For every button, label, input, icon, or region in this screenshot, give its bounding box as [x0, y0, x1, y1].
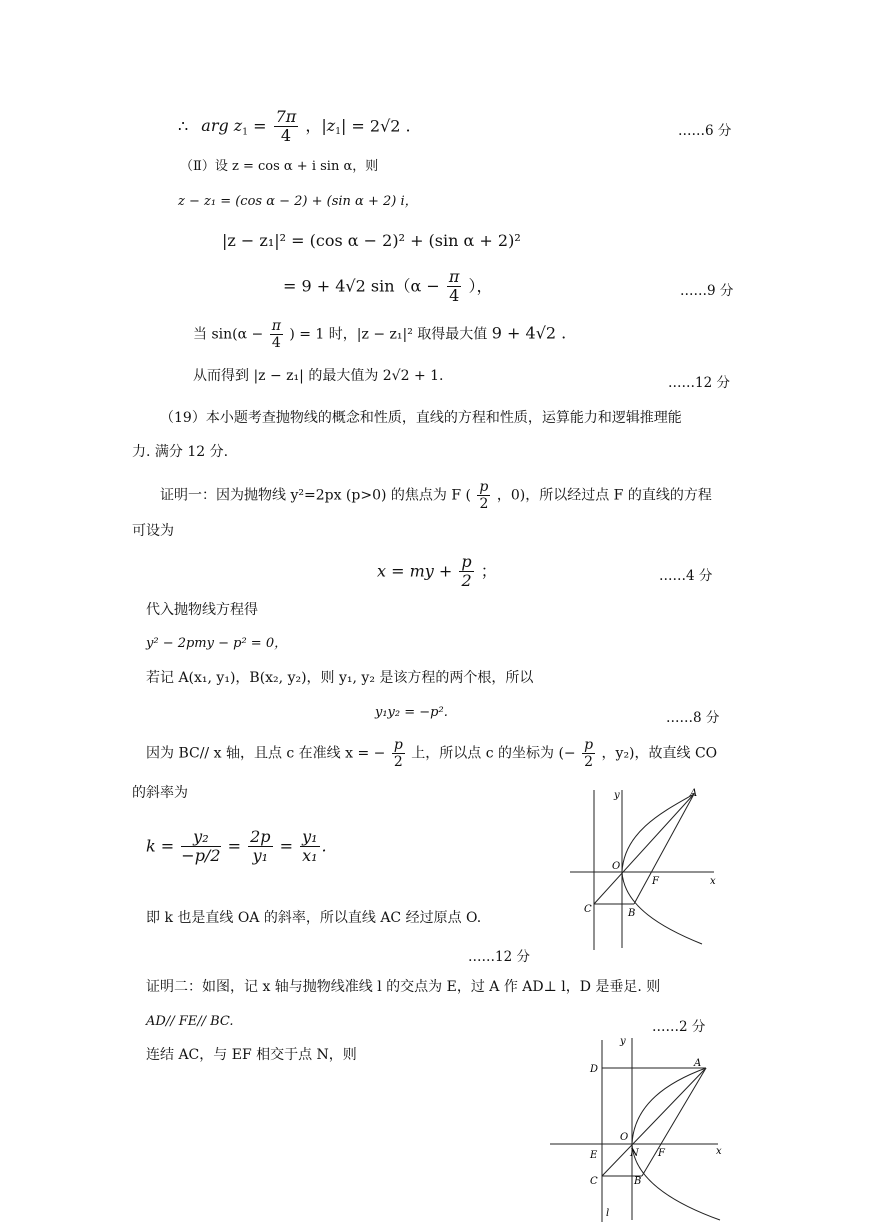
score-6: ……6 分: [678, 123, 732, 139]
parallel-line: AD// FE// BC.: [146, 1014, 234, 1029]
set-z-line: （Ⅱ）设 z = cos α + i sin α，则: [180, 159, 379, 174]
label-x-2: x: [716, 1146, 722, 1157]
arg-line: ∴ arg $z_1$ = $\frac{7\pi}{4}$ ，$|z_1| = 2√2$ .: [178, 107, 411, 146]
label-x: x: [710, 876, 716, 887]
label-y: y: [614, 790, 620, 801]
score-12-q19: ……12 分: [468, 949, 530, 965]
proof1-continuation: 可设为: [132, 523, 174, 539]
arg-lhs: arg z: [201, 116, 243, 136]
label-b-2: B: [634, 1176, 642, 1187]
line-ab-2: [642, 1068, 706, 1176]
label-f: F: [652, 876, 659, 887]
label-d: D: [590, 1064, 599, 1075]
conclusion-line: 即 k 也是直线 OA 的斜率，所以直线 AC 经过原点 O.: [146, 910, 482, 926]
proof1-line: 证明一：因为抛物线 y²=2px (p>0) 的焦点为 F ( $\frac{p}{2}$ ，0)，所以经过点 F 的直线的方程: [160, 479, 712, 513]
score-12-part2: ……12 分: [668, 375, 730, 391]
expansion-line: = 9 + 4√2 sin（α − $\frac{\pi}{4}$ ），: [283, 267, 493, 306]
slope-equation: k = $\frac{\text{y₂}}{-p/2}$ = $\frac{2p}{\text{y₁}}$ = $\frac{\text{y₁}}{\text{x₁}}$ .: [146, 827, 327, 866]
label-f-2: F: [658, 1148, 665, 1159]
label-c: C: [584, 904, 592, 915]
slope-label: 的斜率为: [132, 785, 188, 801]
line-ac-2: [602, 1068, 706, 1176]
line-equation: x = my + $\frac{p}{2}$ ；: [377, 552, 497, 591]
label-n: N: [630, 1148, 639, 1159]
substitute-line: 代入抛物线方程得: [146, 602, 258, 618]
quadratic-line: y² − 2pmy − p² = 0，: [146, 636, 288, 651]
label-a: A: [690, 788, 698, 799]
label-a-2: A: [694, 1058, 702, 1069]
label-l: l: [606, 1208, 610, 1219]
parabola-figure-2: [548, 1034, 728, 1222]
therefore-symbol: ∴: [178, 116, 189, 136]
label-e: E: [590, 1150, 598, 1161]
modulus-square-line: |z − z₁|² = (cos α − 2)² + (sin α + 2)²: [222, 231, 521, 250]
proof2-line: 证明二：如图，记 x 轴与抛物线准线 l 的交点为 E，过 A 作 AD⊥ l，D 是垂足. 则: [146, 979, 661, 995]
label-o-2: O: [620, 1132, 629, 1143]
score-2: ……2 分: [652, 1019, 706, 1035]
parabola-figure-1: [562, 784, 722, 950]
label-b: B: [628, 908, 636, 919]
bc-line: 因为 BC// x 轴，且点 c 在准线 x = − $\frac{p}{2}$ 上，所以点 c 的坐标为 (− $\frac{p}{2}$ ，y₂)，故直线 CO: [146, 737, 718, 771]
line-ab: [634, 794, 694, 904]
max-value-line: 从而得到 |z − z₁| 的最大值为 2√2 + 1.: [193, 368, 444, 384]
arg-fraction: $\frac{7\pi}{4}$: [275, 107, 297, 146]
q19-intro-line2: 力. 满分 12 分.: [132, 444, 229, 460]
maximum-condition-line: 当 sin(α − $\frac{\pi}{4}$ ) = 1 时，|z − z₁|² 取得最大值 9 + 4√2 .: [193, 318, 567, 352]
roots-line: 若记 A(x₁, y₁)，B(x₂, y₂)，则 y₁, y₂ 是该方程的两个根，所以: [146, 670, 534, 686]
score-9: ……9 分: [680, 283, 734, 299]
label-y-2: y: [620, 1036, 626, 1047]
score-4: ……4 分: [659, 568, 713, 584]
difference-line: z − z₁ = (cos α − 2) + (sin α + 2) i，: [178, 194, 418, 209]
connect-line: 连结 AC，与 EF 相交于点 N，则: [146, 1047, 357, 1063]
q19-intro-line1: （19）本小题考查抛物线的概念和性质，直线的方程和性质，运算能力和逻辑推理能: [160, 410, 682, 426]
mod-value: = 2√2 .: [351, 116, 411, 136]
label-c-2: C: [590, 1176, 598, 1187]
line-ca: [594, 794, 694, 904]
score-8: ……8 分: [666, 710, 720, 726]
product-line: y₁y₂ = −p².: [375, 705, 448, 720]
parabola-lower-branch-2: [632, 1144, 720, 1220]
label-o: O: [612, 861, 621, 872]
